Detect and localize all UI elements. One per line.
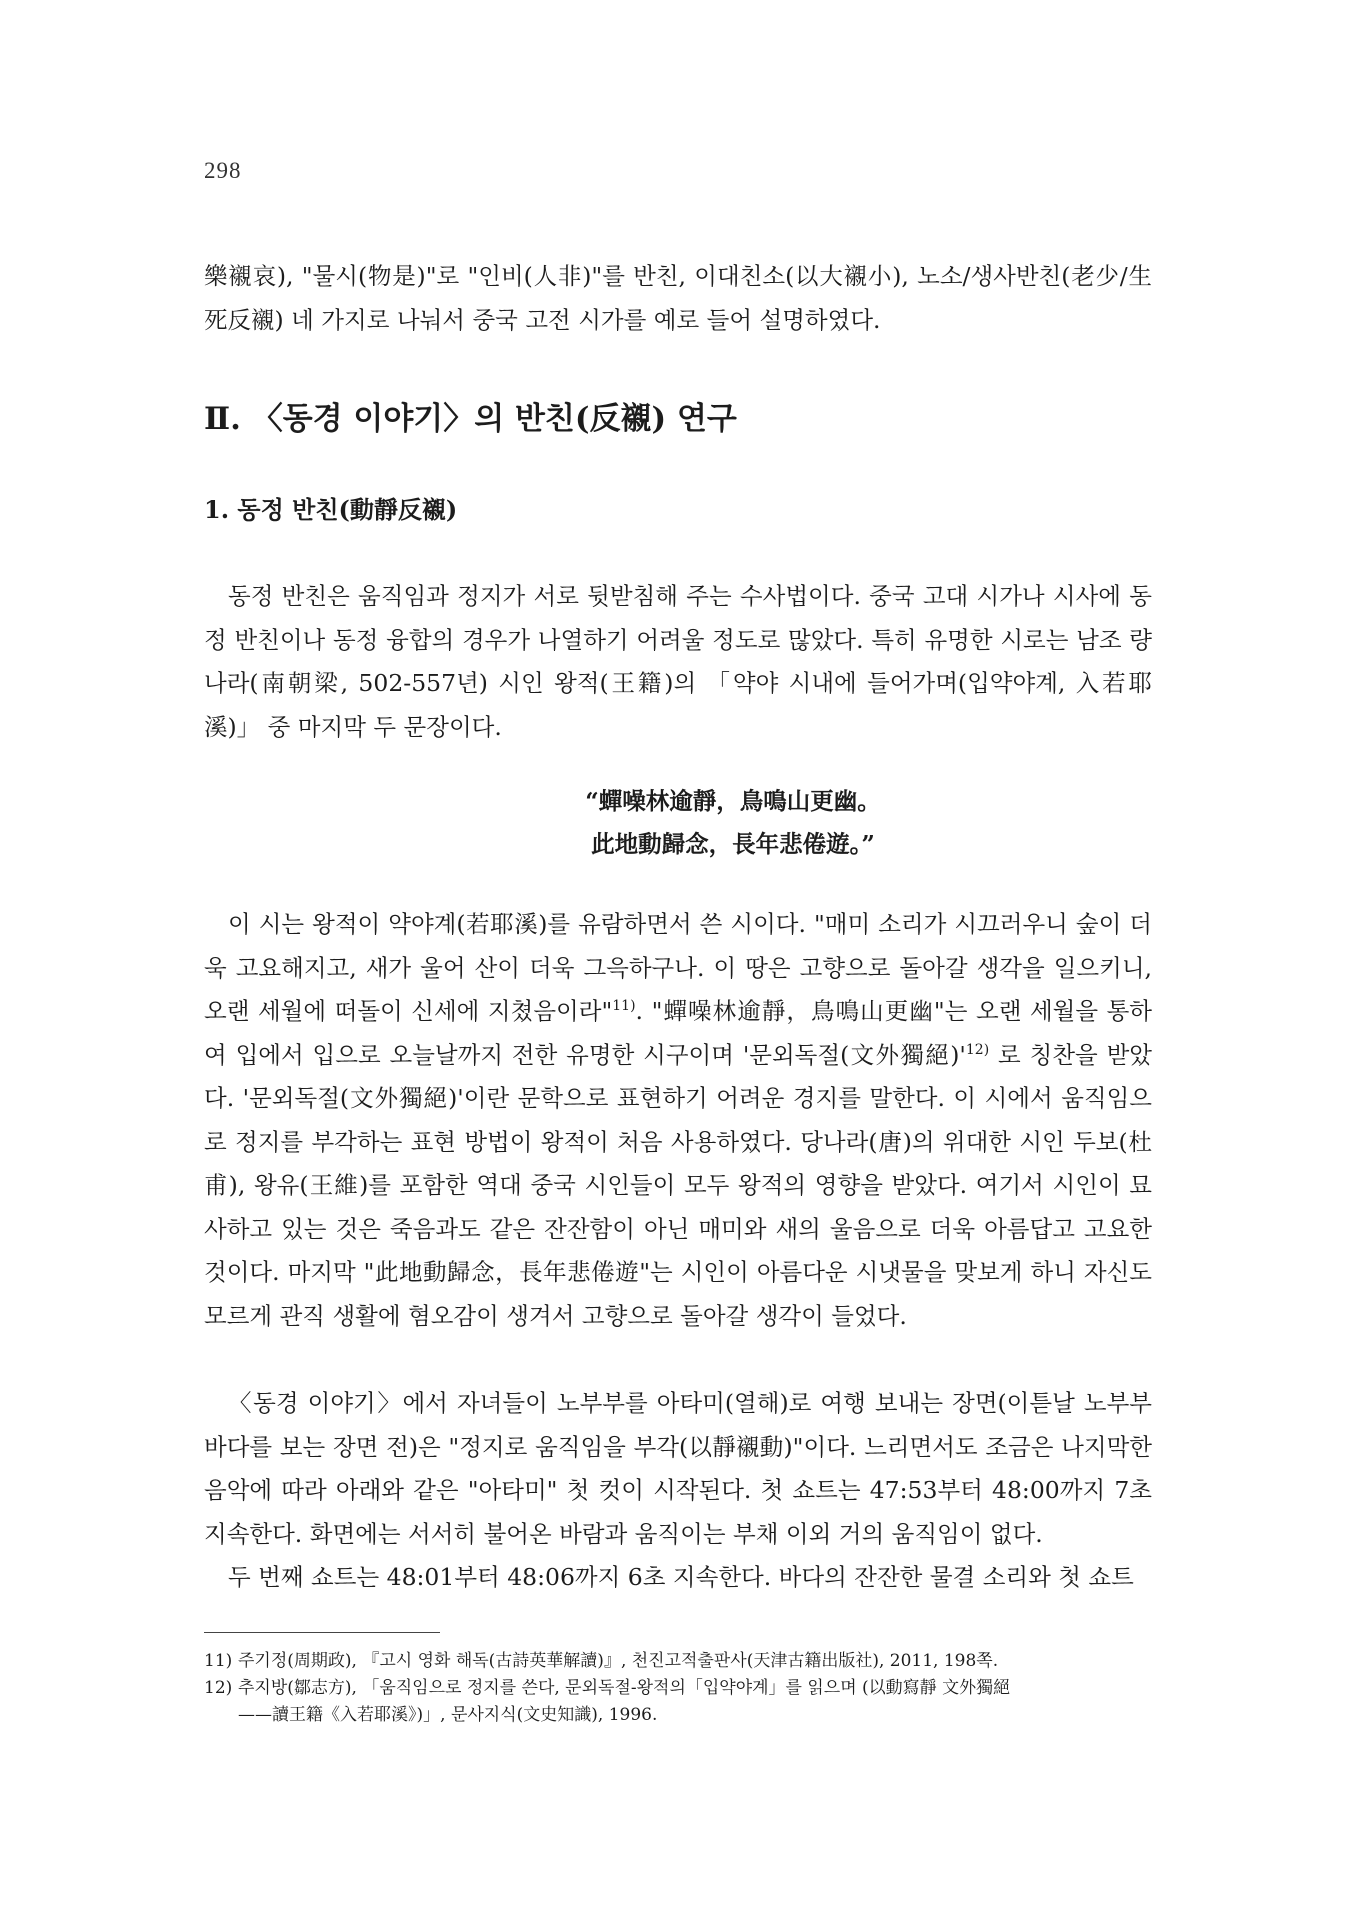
paragraph-2-part-c: 로 칭찬을 받았다. '문외독절(文外獨絕)'이란 문학으로 표현하기 어려운 경지를 말한다. 이 시에서 움직임으로 정지를 부각하는 표현 방법이 왕적이 처음 사용하였다. 당나라(唐)의 위대한 시인 두보(杜甫), 왕유(王維)를 포함한 역대 중국 시인들이 모두 왕적의 영향을 받았다. 여기서 시인이 묘사하고 있는 것은 죽음과도 같은 잔잔함이 아닌 매미와 새의 울음으로 더욱 아름답고 고요한 것이다. 마지막 "此地動歸念，長年悲倦遊"는 시인이 아름다운 시냇물을 맞보게 하니 자신도 모르게 관직 생활에 혐오감이 생겨서 고향으로 돌아갈 생각이 들었다. [204, 1040, 1152, 1330]
poem-quote [204, 780, 1152, 866]
footnote-12-continuation: ——讀王籍《入若耶溪》)」, 문사지식(文史知識), 1996. [238, 1705, 658, 1725]
footnote-divider [204, 1632, 440, 1633]
footnote-text: 추지방(鄒志方), 「움직임으로 정지를 쓴다, 문외독절-왕적의「입약야계」를 읽으며 (以動寫靜 文外獨絕 [238, 1678, 1011, 1698]
footnote-number: 12) [204, 1678, 233, 1698]
paragraph-4: 두 번째 쇼트는 48:01부터 48:06까지 6초 지속한다. 바다의 잔잔한 물결 소리와 첫 쇼트 [228, 1563, 1134, 1591]
paragraph-1: 동정 반친은 움직임과 정지가 서로 뒷받침해 주는 수사법이다. 중국 고대 시가나 시사에 동정 반친이나 동정 융합의 경우가 나열하기 어려울 정도로 많았다. 특히 유명한 시로는 남조 량 나라(南朝梁, 502-557년) 시인 왕적(王籍)의 「약야 시내에 들어가며(입약야계, 入若耶溪)」 중 마지막 두 문장이다. [204, 582, 1152, 741]
footnote-ref-11: 11) [612, 998, 636, 1015]
poem-line-1: “蟬噪林逾靜，鳥鳴山更幽。 [585, 787, 881, 815]
footnotes [204, 1648, 1152, 1729]
section-heading: Ⅱ. 〈동경 이야기〉의 반친(反襯) 연구 [204, 401, 737, 437]
footnote-number: 11) [204, 1651, 233, 1671]
poem-line-2: 此地動歸念，長年悲倦遊。” [591, 830, 875, 858]
continuation-paragraph: 樂襯哀), "물시(物是)"로 "인비(人非)"를 반친, 이대친소(以大襯小), 노소/생사반친(老少/生死反襯) 네 가지로 나눠서 중국 고전 시가를 예로 들어 설명하였다. [204, 262, 1152, 334]
paragraph-2-part-b: . "蟬噪林逾靜，鳥鳴山更幽"는 오랜 세월을 통하여 입에서 입으로 오늘날까지 전한 유명한 시구이며 '문외독절(文外獨絕)' [204, 997, 1153, 1069]
footnote-11 [204, 1648, 1152, 1675]
page-number: 298 [204, 158, 242, 183]
footnote-ref-12: 12) [965, 1041, 990, 1058]
footnote-12 [204, 1675, 1152, 1702]
paragraph-2-part-a: 이 시는 왕적이 약야계(若耶溪)를 유람하면서 쓴 시이다. "매미 소리가 시끄러우니 숲이 더욱 고요해지고, 새가 울어 산이 더욱 그윽하구나. 이 땅은 고향으로 돌아갈 생각을 일으키니, 오랜 세월에 떠돌이 신세에 지쳤음이라" [204, 910, 1152, 1025]
paragraph-3: 〈동경 이야기〉에서 자녀들이 노부부를 아타미(열해)로 여행 보내는 장면(이튿날 노부부 바다를 보는 장면 전)은 "정지로 움직임을 부각(以靜襯動)"이다. 느리면서도 조금은 나지막한 음악에 따라 아래와 같은 "아타미" 첫 컷이 시작된다. 첫 쇼트는 47:53부터 48:00까지 7초 지속한다. 화면에는 서서히 불어온 바람과 움직이는 부채 이외 거의 움직임이 없다. [204, 1389, 1152, 1548]
footnote-text: 주기정(周期政), 『고시 영화 해독(古詩英華解讀)』, 천진고적출판사(天津古籍出版社), 2011, 198쪽. [238, 1651, 999, 1671]
sub-heading: 1. 동정 반친(動靜反襯) [204, 495, 458, 524]
paragraph-2 [204, 903, 1152, 1338]
